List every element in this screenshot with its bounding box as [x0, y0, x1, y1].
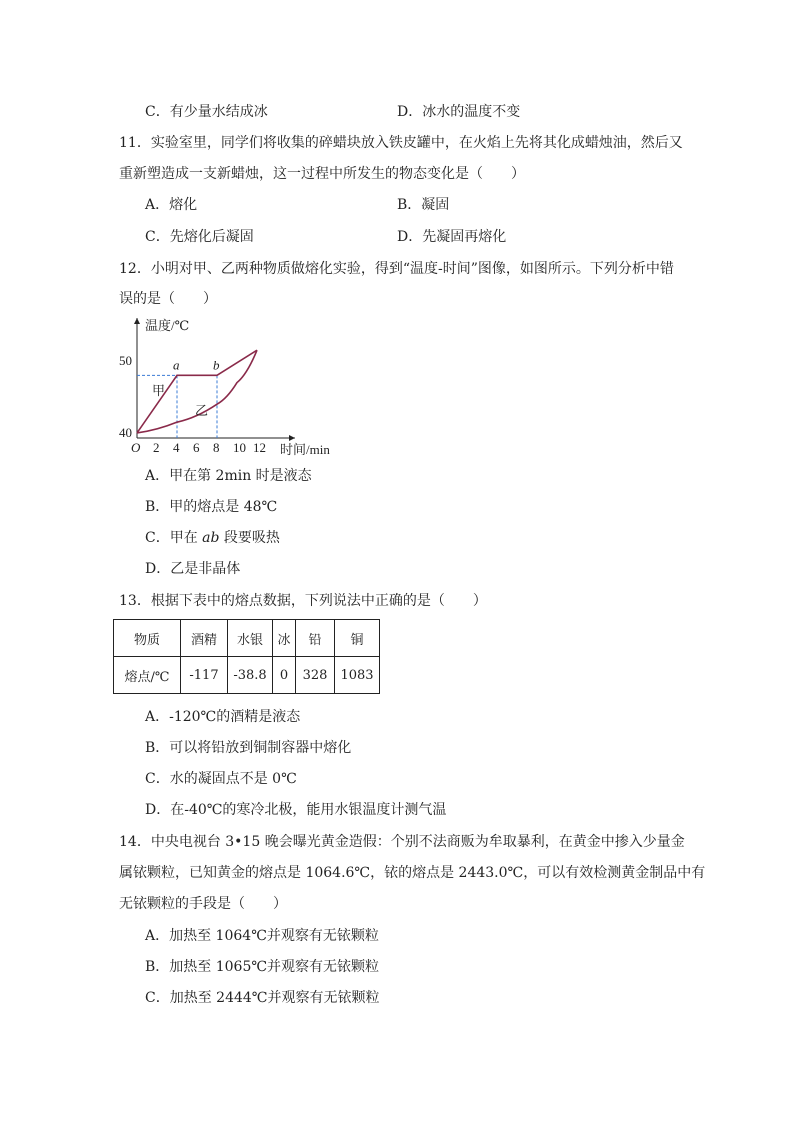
table-cell: 328 [296, 657, 335, 694]
table-header-cell: 铜 [335, 620, 380, 657]
table-cell: -38.8 [228, 657, 273, 694]
q14-option-a: A．加热至 1064℃并观察有无铱颗粒 [145, 928, 379, 944]
q13-stem: 13．根据下表中的熔点数据，下列说法中正确的是（ ） [119, 593, 487, 609]
q12-option-a: A．甲在第 2min 时是液态 [145, 468, 312, 484]
y-axis-label: 温度/℃ [145, 318, 190, 333]
q13-option-d: D．在-40℃的寒冷北极，能用水银温度计测气温 [145, 802, 447, 818]
q14-stem-line1: 14．中央电视台 3•15 晚会曝光黄金造假：个别不法商贩为牟取暴利，在黄金中掺入少量金 [119, 834, 685, 850]
table-header-row [114, 620, 380, 657]
table-header-cell: 酒精 [181, 620, 228, 657]
q13-option-b: B．可以将铅放到铜制容器中熔化 [145, 740, 352, 756]
table-cell: 0 [273, 657, 296, 694]
table-row [114, 657, 380, 694]
q12-option-c-pre: C．甲在 [145, 530, 203, 546]
origin-label: O [131, 440, 141, 455]
melting-chart [115, 312, 355, 462]
x-tick-label: 2 [153, 440, 160, 455]
q14-option-c: C．加热至 2444℃并观察有无铱颗粒 [145, 990, 380, 1006]
table-header-cell: 冰 [273, 620, 296, 657]
y-tick-label: 40 [119, 424, 132, 440]
table-header-cell: 水银 [228, 620, 273, 657]
q12-stem-line2: 误的是（ ） [119, 291, 217, 307]
table-header-cell: 物质 [114, 620, 181, 657]
point-b-label: b [213, 357, 220, 373]
q11-stem-line2: 重新塑造成一支新蜡烛，这一过程中所发生的物态变化是（ ） [119, 166, 525, 182]
table-cell: -117 [181, 657, 228, 694]
q12-option-d: D．乙是非晶体 [145, 561, 241, 577]
point-a-label: a [173, 357, 180, 373]
table-cell: 1083 [335, 657, 380, 694]
q12-option-c [145, 528, 280, 548]
x-tick-label: 10 [233, 440, 246, 455]
q11-option-a: A．熔化 [145, 197, 198, 213]
q11-option-d: D．先凝固再熔化 [397, 229, 507, 245]
q12-stem-line1: 12．小明对甲、乙两种物质做熔化实验，得到“温度-时间”图像，如图所示。下列分析中错 [119, 261, 674, 277]
q10-option-c: C．有少量水结成冰 [145, 104, 268, 120]
q13-option-a: A．-120℃的酒精是液态 [145, 709, 301, 725]
table-header-cell: 铅 [296, 620, 335, 657]
q12-option-c-post: 段要吸热 [219, 530, 280, 546]
q12-option-c-ab: ab [202, 530, 220, 546]
q12-option-b: B．甲的熔点是 48℃ [145, 499, 278, 515]
series-yi-label: 乙 [195, 402, 209, 418]
x-tick-label: 6 [193, 440, 200, 455]
x-tick-label: 4 [173, 440, 180, 455]
q11-stem-line1: 11．实验室里，同学们将收集的碎蜡块放入铁皮罐中，在火焰上先将其化成蜡烛油，然后又 [119, 135, 683, 151]
q14-stem-line3: 无铱颗粒的手段是（ ） [119, 896, 287, 912]
x-axis-label: 时间/min [280, 442, 330, 457]
table-row-label: 熔点/℃ [114, 657, 181, 694]
x-tick-label: 8 [213, 440, 220, 455]
melting-point-table [113, 619, 380, 694]
q13-option-c: C．水的凝固点不是 0℃ [145, 771, 297, 787]
q14-stem-line2: 属铱颗粒，已知黄金的熔点是 1064.6℃，铱的熔点是 2443.0℃，可以有效检测黄金制品中有 [119, 865, 706, 881]
q11-option-c: C．先熔化后凝固 [145, 229, 254, 245]
q11-option-b: B．凝固 [397, 197, 450, 213]
q14-option-b: B．加热至 1065℃并观察有无铱颗粒 [145, 959, 380, 975]
y-tick-label: 50 [119, 352, 132, 368]
x-tick-label: 12 [253, 440, 266, 455]
series-jia-label: 甲 [152, 382, 166, 398]
q10-option-d: D．冰水的温度不变 [397, 104, 521, 120]
